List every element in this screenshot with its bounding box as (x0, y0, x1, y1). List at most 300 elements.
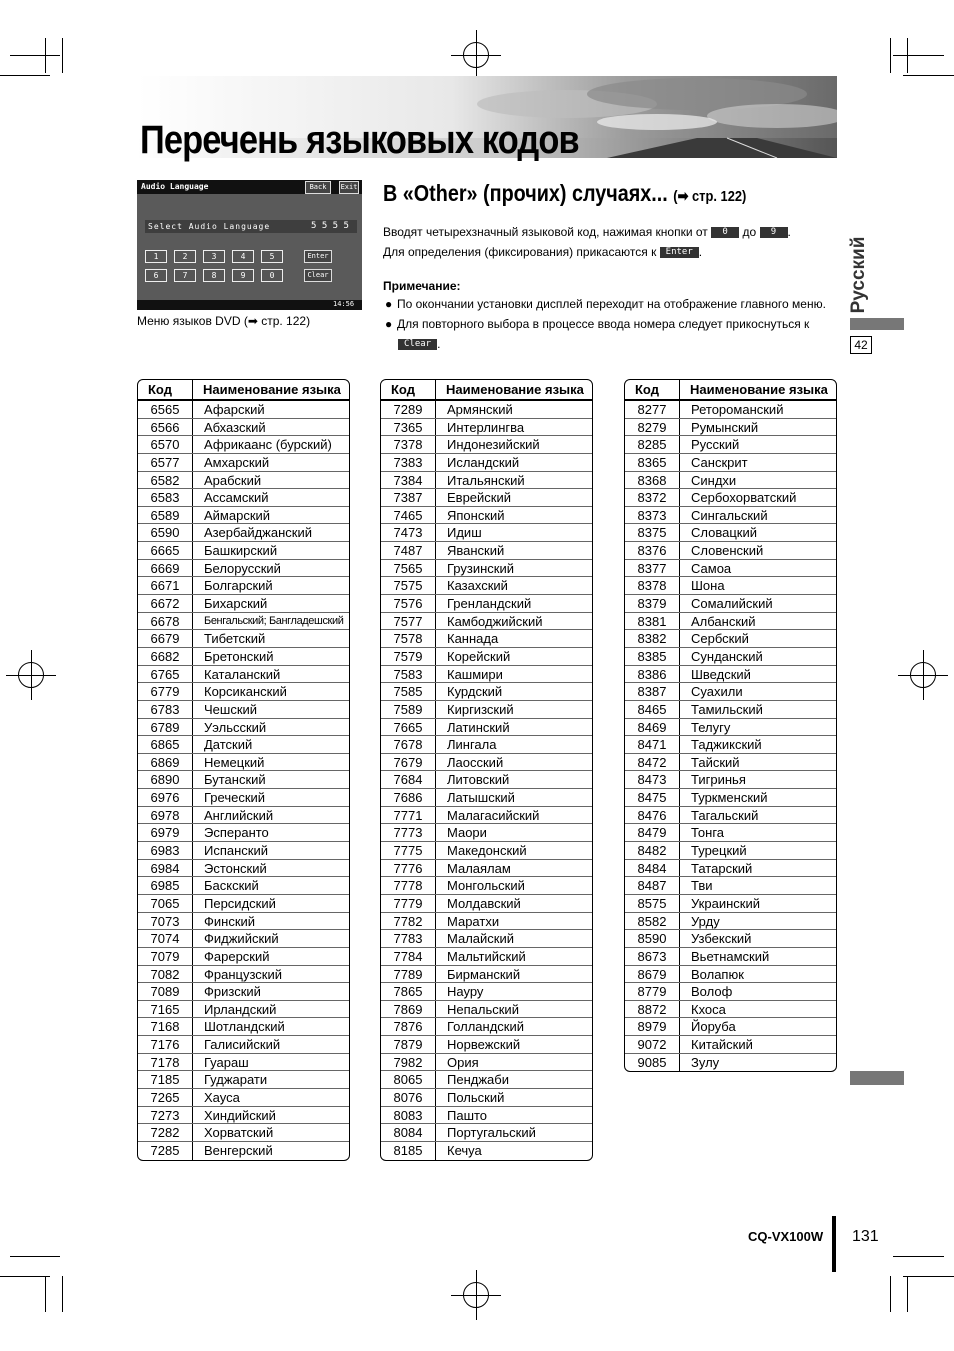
page-number: 131 (852, 1228, 879, 1245)
table-row (138, 860, 349, 878)
table-row (381, 419, 592, 437)
language-name: Испанский (204, 843, 269, 859)
language-code: 7165 (138, 1001, 193, 1018)
language-code: 8375 (625, 524, 680, 541)
language-code-table (624, 379, 837, 1072)
language-name: Сербский (691, 631, 749, 647)
language-name: Казахский (447, 578, 508, 594)
language-code: 8476 (625, 807, 680, 824)
instruction-text: до (742, 225, 757, 239)
side-marker-bar (850, 318, 904, 330)
language-name: Африкаанс (бурский) (204, 437, 332, 453)
language-name: Баскский (204, 878, 259, 894)
language-name: Норвежский (447, 1037, 521, 1053)
crop-mark (45, 1276, 46, 1312)
language-code: 8386 (625, 666, 680, 683)
table-row (381, 1036, 592, 1054)
table-row (625, 560, 836, 578)
language-name: Самоа (691, 560, 732, 576)
table-row (138, 930, 349, 948)
language-tab-label: Русский (848, 236, 869, 314)
table-row (625, 666, 836, 684)
language-name: Шотландский (204, 1019, 285, 1035)
model-name: CQ-VX100W (748, 1229, 824, 1244)
language-code: 6979 (138, 824, 193, 841)
language-code: 6565 (138, 401, 193, 418)
language-name: Башкирский (204, 543, 278, 559)
table-row (138, 1001, 349, 1019)
table-row (625, 824, 836, 842)
language-name: Малаялам (447, 860, 511, 876)
table-row (625, 542, 836, 560)
language-name: Ассамский (204, 490, 269, 506)
table-row (381, 648, 592, 666)
language-code: 7387 (381, 489, 436, 506)
language-code: 8582 (625, 913, 680, 930)
table-row (138, 771, 349, 789)
language-code: 6583 (138, 489, 193, 506)
language-code: 6582 (138, 472, 193, 489)
table-row (381, 524, 592, 542)
language-code: 8779 (625, 983, 680, 1000)
language-name: Ория (447, 1054, 479, 1070)
table-row (138, 595, 349, 613)
table-row (381, 948, 592, 966)
table-row (138, 472, 349, 490)
language-code: 7679 (381, 754, 436, 771)
language-name: Эсперанто (204, 825, 269, 841)
language-code: 7185 (138, 1071, 193, 1088)
language-code-table (380, 379, 593, 1161)
language-code: 6665 (138, 542, 193, 559)
language-name: Аймарский (204, 507, 271, 523)
crop-mark (62, 38, 63, 73)
language-code: 7273 (138, 1107, 193, 1124)
table-row (381, 1089, 592, 1107)
language-code: 8469 (625, 719, 680, 736)
language-name: Сингальский (691, 507, 768, 523)
table-row (381, 401, 592, 419)
language-code: 8471 (625, 736, 680, 753)
language-code: 7876 (381, 1018, 436, 1035)
language-name: Галисийский (204, 1037, 281, 1053)
language-name: Кхоса (691, 1001, 726, 1017)
language-name: Китайский (691, 1037, 753, 1053)
instruction-line-1: Вводят четырехзначный языковой код, нажимая кнопки от 0 до 9 . (383, 225, 791, 239)
table-row (625, 913, 836, 931)
language-name: Сербохорватский (691, 490, 797, 506)
table-row (381, 824, 592, 842)
table-row (625, 1036, 836, 1054)
language-code: 7576 (381, 595, 436, 612)
language-name: Малайский (447, 931, 514, 947)
language-code: 8378 (625, 577, 680, 594)
crop-mark (10, 1256, 60, 1257)
language-name: Тибетский (204, 631, 266, 647)
screen-entered-code: 5 5 5 5 (311, 221, 349, 231)
language-code: 8465 (625, 701, 680, 718)
other-heading-ref: (➡ стр. 122) (673, 188, 747, 205)
language-name: Бирманский (447, 966, 521, 982)
table-row (138, 507, 349, 525)
language-code: 7778 (381, 877, 436, 894)
language-name: Латышский (447, 790, 515, 806)
screen-exit-button: Exit (339, 181, 359, 194)
table-row (625, 595, 836, 613)
language-name: Ретороманский (691, 402, 784, 417)
language-name: Амхарский (204, 454, 270, 470)
language-code: 7869 (381, 1001, 436, 1018)
table-row (381, 560, 592, 578)
language-name: Фиджийский (204, 931, 279, 947)
language-name: Науру (447, 984, 484, 1000)
crop-mark (10, 55, 60, 56)
language-code: 8185 (381, 1142, 436, 1160)
language-name: Французский (204, 966, 282, 982)
language-name: Словенский (691, 543, 764, 559)
screen-back-button: Back (305, 181, 331, 194)
language-code: 6865 (138, 736, 193, 753)
page-title: Перечень языковых кодов (140, 118, 579, 162)
table-row (625, 789, 836, 807)
table-row (138, 1142, 349, 1160)
language-name: Зулу (691, 1054, 720, 1070)
table-row (625, 454, 836, 472)
table-row (381, 666, 592, 684)
language-name: Санскрит (691, 454, 748, 470)
language-code: 7686 (381, 789, 436, 806)
table-row (138, 648, 349, 666)
language-name: Арабский (204, 472, 262, 488)
language-code: 8673 (625, 948, 680, 965)
language-code: 8381 (625, 613, 680, 630)
language-code: 8365 (625, 454, 680, 471)
language-code: 7178 (138, 1054, 193, 1071)
crop-mark (893, 55, 944, 56)
language-tab (848, 232, 870, 314)
registration-mark (463, 42, 489, 68)
language-name: Таджикский (691, 737, 762, 753)
language-code: 8487 (625, 877, 680, 894)
language-code: 8479 (625, 824, 680, 841)
language-name: Бенгальский; Бангладешский (204, 614, 344, 627)
language-code: 7879 (381, 1036, 436, 1053)
table-row (625, 1018, 836, 1036)
language-name: Сомалийский (691, 596, 773, 612)
language-code: 7473 (381, 524, 436, 541)
table-row (625, 401, 836, 419)
registration-mark (18, 662, 44, 688)
table-row (138, 983, 349, 1001)
instruction-line-2: Для определения (фиксирования) прикасаются к Enter . (383, 245, 703, 259)
language-name: Тигринья (691, 772, 746, 788)
language-code: 6978 (138, 807, 193, 824)
table-row (625, 648, 836, 666)
table-row (381, 877, 592, 895)
language-name: Финский (204, 913, 256, 929)
language-name: Бихарский (204, 596, 268, 612)
other-heading-text: В «Other» (прочих) случаях... (383, 180, 668, 206)
language-name: Идиш (447, 525, 482, 541)
language-code: 7465 (381, 507, 436, 524)
table-row (138, 895, 349, 913)
table-row (138, 1089, 349, 1107)
screen-prompt: Select Audio Language (148, 222, 271, 231)
screen-caption: Меню языков DVD (➡ стр. 122) (137, 314, 311, 328)
language-name: Урду (691, 913, 720, 929)
screen-key: 4 (232, 250, 254, 263)
language-code: 7775 (381, 842, 436, 859)
language-code: 7789 (381, 966, 436, 983)
language-name: Греческий (204, 790, 266, 806)
table-row (138, 436, 349, 454)
language-name: Йоруба (691, 1019, 736, 1035)
language-name: Индонезийский (447, 437, 540, 453)
table-row (381, 789, 592, 807)
table-row (625, 877, 836, 895)
language-name: Хауса (204, 1089, 240, 1105)
table-row (381, 613, 592, 631)
language-name: Сунданский (691, 648, 763, 664)
language-name: Чешский (204, 701, 258, 717)
table-row (138, 1018, 349, 1036)
table-row (625, 807, 836, 825)
language-code: 7073 (138, 913, 193, 930)
name-column-header: Наименование языка (446, 382, 584, 397)
language-code: 7678 (381, 736, 436, 753)
screen-key: 5 (261, 250, 283, 263)
table-row (138, 824, 349, 842)
language-code: 7585 (381, 683, 436, 700)
language-code: 7265 (138, 1089, 193, 1106)
language-code: 7384 (381, 472, 436, 489)
language-code: 9085 (625, 1054, 680, 1072)
language-name: Шведский (691, 666, 751, 682)
language-code: 6589 (138, 507, 193, 524)
table-row (625, 419, 836, 437)
language-name: Фарерский (204, 948, 270, 964)
table-row (138, 577, 349, 595)
language-name: Армянский (447, 402, 513, 417)
language-code: 8285 (625, 436, 680, 453)
language-code: 7782 (381, 913, 436, 930)
language-name: Тагальский (691, 807, 759, 823)
language-name: Камбоджийский (447, 613, 543, 629)
language-name: Японский (447, 507, 505, 523)
table-row (138, 1107, 349, 1125)
language-code: 7771 (381, 807, 436, 824)
side-marker-bar (850, 1071, 904, 1085)
language-code: 8277 (625, 401, 680, 418)
table-row (625, 613, 836, 631)
bullet-icon: ● (385, 317, 393, 331)
language-name: Тви (691, 878, 713, 894)
language-name: Малагасийский (447, 807, 540, 823)
language-code: 7565 (381, 560, 436, 577)
table-row (625, 895, 836, 913)
screen-key: 9 (232, 269, 254, 282)
language-name: Кашмири (447, 666, 503, 682)
language-code: 8377 (625, 560, 680, 577)
footer-divider (832, 1216, 836, 1272)
language-code: 7684 (381, 771, 436, 788)
language-code: 8083 (381, 1107, 436, 1124)
table-row (381, 719, 592, 737)
table-row (138, 454, 349, 472)
table-row (381, 1054, 592, 1072)
table-row (138, 524, 349, 542)
table-row (381, 983, 592, 1001)
language-name: Польский (447, 1089, 505, 1105)
registration-mark (910, 662, 936, 688)
language-code: 6570 (138, 436, 193, 453)
table-row (138, 948, 349, 966)
table-row (138, 683, 349, 701)
table-row (138, 1054, 349, 1072)
clear-button-image: Clear (398, 339, 437, 350)
language-code: 6779 (138, 683, 193, 700)
language-name: Каталанский (204, 666, 281, 682)
registration-mark (463, 1282, 489, 1308)
language-name: Маори (447, 825, 487, 841)
instruction-text: Вводят четырехзначный языковой код, нажимая кнопки от (383, 225, 708, 239)
table-row (138, 754, 349, 772)
language-code: 7589 (381, 701, 436, 718)
note-title: Примечание: (383, 279, 461, 293)
language-code: 8279 (625, 419, 680, 436)
crop-mark (903, 1276, 954, 1277)
language-code: 6783 (138, 701, 193, 718)
table-row (625, 983, 836, 1001)
language-code: 7282 (138, 1124, 193, 1141)
crop-mark (62, 1276, 63, 1312)
screen-key: 3 (203, 250, 225, 263)
bullet-icon: ● (385, 297, 393, 311)
language-code: 6890 (138, 771, 193, 788)
language-code: 6984 (138, 860, 193, 877)
language-code-table (137, 379, 350, 1161)
language-name: Тонга (691, 825, 725, 841)
table-row (138, 1124, 349, 1142)
table-row (381, 701, 592, 719)
table-row (138, 666, 349, 684)
language-code: 7982 (381, 1054, 436, 1071)
crop-mark (903, 75, 954, 76)
table-row (138, 789, 349, 807)
table-row (381, 507, 592, 525)
table-row (625, 736, 836, 754)
language-name: Татарский (691, 860, 753, 876)
table-row (625, 719, 836, 737)
note-2: Для повторного выбора в процессе ввода номера следует прикоснуться к (397, 317, 810, 331)
language-name: Гуараш (204, 1054, 249, 1070)
language-code: 7776 (381, 860, 436, 877)
language-name: Английский (204, 807, 274, 823)
table-row (625, 1054, 836, 1072)
table-row (625, 1001, 836, 1019)
language-name: Венгерский (204, 1142, 273, 1158)
language-code: 8482 (625, 842, 680, 859)
language-name: Украинский (691, 895, 760, 911)
language-name: Фризский (204, 984, 261, 1000)
screen-key: 2 (174, 250, 196, 263)
button-9-image: 9 (760, 227, 788, 238)
screen-enter-button: Enter (304, 250, 332, 263)
instruction-text: Для определения (фиксирования) прикасаются к (383, 245, 657, 259)
table-row (381, 842, 592, 860)
table-row (138, 842, 349, 860)
table-row (138, 719, 349, 737)
language-name: Болгарский (204, 578, 273, 594)
language-name: Волоф (691, 984, 733, 1000)
language-name: Голландский (447, 1019, 524, 1035)
screen-key: 0 (261, 269, 283, 282)
table-row (138, 736, 349, 754)
table-header (625, 380, 836, 401)
language-name: Молдавский (447, 895, 521, 911)
table-row (138, 613, 349, 631)
table-row (381, 930, 592, 948)
language-name: Еврейский (447, 490, 512, 506)
language-code: 7065 (138, 895, 193, 912)
table-row (381, 454, 592, 472)
table-row (625, 436, 836, 454)
language-name: Непальский (447, 1001, 519, 1017)
language-code: 7285 (138, 1142, 193, 1160)
dvd-language-screen (137, 180, 362, 310)
table-row (625, 630, 836, 648)
language-code: 8475 (625, 789, 680, 806)
language-code: 8575 (625, 895, 680, 912)
language-name: Лаосский (447, 754, 504, 770)
language-name: Эстонский (204, 860, 267, 876)
table-row (625, 948, 836, 966)
table-row (138, 542, 349, 560)
language-code: 8382 (625, 630, 680, 647)
table-row (625, 754, 836, 772)
language-code: 8385 (625, 648, 680, 665)
language-code: 6678 (138, 613, 193, 630)
language-name: Хиндийский (204, 1107, 276, 1123)
language-code: 6671 (138, 577, 193, 594)
language-name: Македонский (447, 843, 527, 859)
language-code: 8387 (625, 683, 680, 700)
table-header (138, 380, 349, 401)
language-code: 8379 (625, 595, 680, 612)
table-row (138, 630, 349, 648)
table-row (381, 807, 592, 825)
table-row (138, 877, 349, 895)
table-row (381, 860, 592, 878)
language-code: 7082 (138, 966, 193, 983)
screen-key: 1 (145, 250, 167, 263)
table-row (625, 860, 836, 878)
language-code: 6789 (138, 719, 193, 736)
table-row (625, 966, 836, 984)
language-name: Литовский (447, 772, 510, 788)
language-name: Монгольский (447, 878, 525, 894)
language-code: 7779 (381, 895, 436, 912)
table-row (625, 472, 836, 490)
table-row (138, 807, 349, 825)
language-name: Немецкий (204, 754, 265, 770)
table-row (381, 489, 592, 507)
table-row (381, 754, 592, 772)
language-code: 7783 (381, 930, 436, 947)
table-row (381, 1071, 592, 1089)
language-code: 8872 (625, 1001, 680, 1018)
language-name: Курдский (447, 684, 503, 700)
